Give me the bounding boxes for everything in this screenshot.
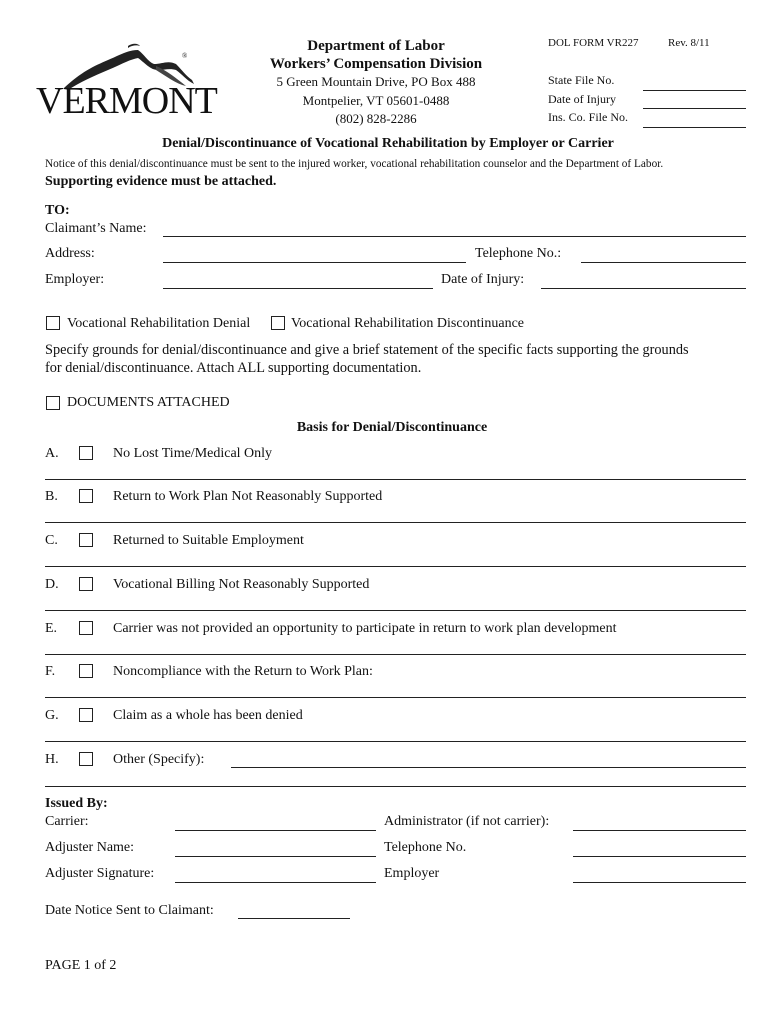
grounds-line-1: Specify grounds for denial/discontinuance and give a brief statement of the specific facts supporting the grounds — [45, 342, 689, 358]
voc-discontinuance-label: Vocational Rehabilitation Discontinuance — [291, 316, 525, 331]
to-heading: TO: — [45, 203, 70, 218]
claimant-field[interactable] — [163, 236, 746, 237]
state-file-field[interactable] — [643, 90, 746, 91]
basis-letter-a: A. — [45, 446, 59, 461]
divider — [45, 610, 746, 611]
basis-g-checkbox[interactable] — [79, 708, 93, 722]
date-sent-label: Date Notice Sent to Claimant: — [45, 903, 214, 918]
voc-denial-label: Vocational Rehabilitation Denial — [67, 316, 251, 331]
carrier-field[interactable] — [175, 830, 376, 831]
adjuster-signature-label: Adjuster Signature: — [45, 866, 155, 881]
basis-c-text: Returned to Suitable Employment — [113, 533, 304, 548]
basis-g-text: Claim as a whole has been denied — [113, 708, 303, 723]
basis-a-text: No Lost Time/Medical Only — [113, 446, 273, 461]
adjuster-name-field[interactable] — [175, 856, 376, 857]
telephone-label: Telephone No.: — [475, 246, 562, 261]
documents-attached-checkbox[interactable] — [46, 396, 60, 410]
basis-letter-b: B. — [45, 489, 58, 504]
adjuster-name-label: Adjuster Name: — [45, 840, 135, 855]
employer-field[interactable] — [163, 288, 433, 289]
address-line-1: 5 Green Mountain Drive, PO Box 488 — [276, 74, 476, 89]
basis-d-checkbox[interactable] — [79, 577, 93, 591]
ins-file-field[interactable] — [643, 127, 746, 128]
carrier-label: Carrier: — [45, 814, 89, 829]
basis-letter-c: C. — [45, 533, 58, 548]
header-date-injury-label: Date of Injury — [548, 92, 616, 106]
to-date-injury-field[interactable] — [541, 288, 746, 289]
basis-letter-g: G. — [45, 708, 59, 723]
phone-number: (802) 828-2286 — [335, 111, 417, 126]
form-number: DOL FORM VR227 — [548, 37, 639, 49]
divider — [45, 741, 746, 742]
divider — [45, 522, 746, 523]
ins-file-label: Ins. Co. File No. — [548, 110, 629, 124]
form-title: Denial/Discontinuance of Vocational Rehabilitation by Employer or Carrier — [162, 136, 614, 151]
administrator-field[interactable] — [573, 830, 746, 831]
basis-d-text: Vocational Billing Not Reasonably Supported — [113, 577, 370, 592]
to-date-injury-label: Date of Injury: — [441, 272, 525, 287]
address-field[interactable] — [163, 262, 466, 263]
revision: Rev. 8/11 — [668, 37, 710, 49]
date-sent-field[interactable] — [238, 918, 350, 919]
address-label: Address: — [45, 246, 95, 261]
notice-text: Notice of this denial/discontinuance must be sent to the injured worker, vocational rehabilitation counselor and the Department of Labor. — [45, 158, 664, 170]
administrator-label: Administrator (if not carrier): — [384, 814, 550, 829]
basis-e-checkbox[interactable] — [79, 621, 93, 635]
voc-discontinuance-checkbox[interactable] — [271, 316, 285, 330]
adjuster-signature-field[interactable] — [175, 882, 376, 883]
basis-a-checkbox[interactable] — [79, 446, 93, 460]
basis-f-text: Noncompliance with the Return to Work Plan: — [113, 664, 373, 679]
claimant-label: Claimant’s Name: — [45, 221, 147, 236]
issued-heading: Issued By: — [45, 796, 108, 811]
state-file-label: State File No. — [548, 73, 615, 87]
basis-h-text: Other (Specify): — [113, 752, 205, 767]
vermont-logo — [36, 40, 217, 122]
page-number: PAGE 1 of 2 — [45, 958, 117, 973]
basis-heading: Basis for Denial/Discontinuance — [296, 420, 488, 435]
dept-name: Department of Labor — [307, 38, 445, 54]
basis-letter-e: E. — [45, 621, 58, 636]
divider — [45, 786, 746, 787]
employer-label: Employer: — [45, 272, 105, 287]
basis-b-checkbox[interactable] — [79, 489, 93, 503]
basis-b-text: Return to Work Plan Not Reasonably Supported — [113, 489, 383, 504]
address-line-2: Montpelier, VT 05601-0488 — [302, 93, 450, 108]
divider — [45, 697, 746, 698]
basis-e-text: Carrier was not provided an opportunity to participate in return to work plan development — [113, 621, 617, 636]
telephone-field[interactable] — [581, 262, 746, 263]
grounds-line-2: for denial/discontinuance. Attach ALL supporting documentation. — [45, 360, 422, 376]
divider — [45, 479, 746, 480]
logo-wordmark: VERMONT — [36, 80, 217, 122]
voc-denial-checkbox[interactable] — [46, 316, 60, 330]
basis-letter-d: D. — [45, 577, 59, 592]
issued-employer-label: Employer — [384, 866, 440, 881]
issued-telephone-label: Telephone No. — [384, 840, 467, 855]
other-specify-field[interactable] — [231, 767, 746, 768]
header-date-injury-field[interactable] — [643, 108, 746, 109]
divider — [45, 566, 746, 567]
basis-letter-f: F. — [45, 664, 56, 679]
division-name: Workers’ Compensation Division — [269, 56, 483, 72]
evidence-text: Supporting evidence must be attached. — [45, 174, 277, 189]
basis-f-checkbox[interactable] — [79, 664, 93, 678]
basis-h-checkbox[interactable] — [79, 752, 93, 766]
documents-attached-label: DOCUMENTS ATTACHED — [67, 395, 230, 410]
divider — [45, 654, 746, 655]
issued-employer-field[interactable] — [573, 882, 746, 883]
basis-letter-h: H. — [45, 752, 59, 767]
registered-mark: ® — [182, 52, 188, 60]
basis-c-checkbox[interactable] — [79, 533, 93, 547]
issued-telephone-field[interactable] — [573, 856, 746, 857]
